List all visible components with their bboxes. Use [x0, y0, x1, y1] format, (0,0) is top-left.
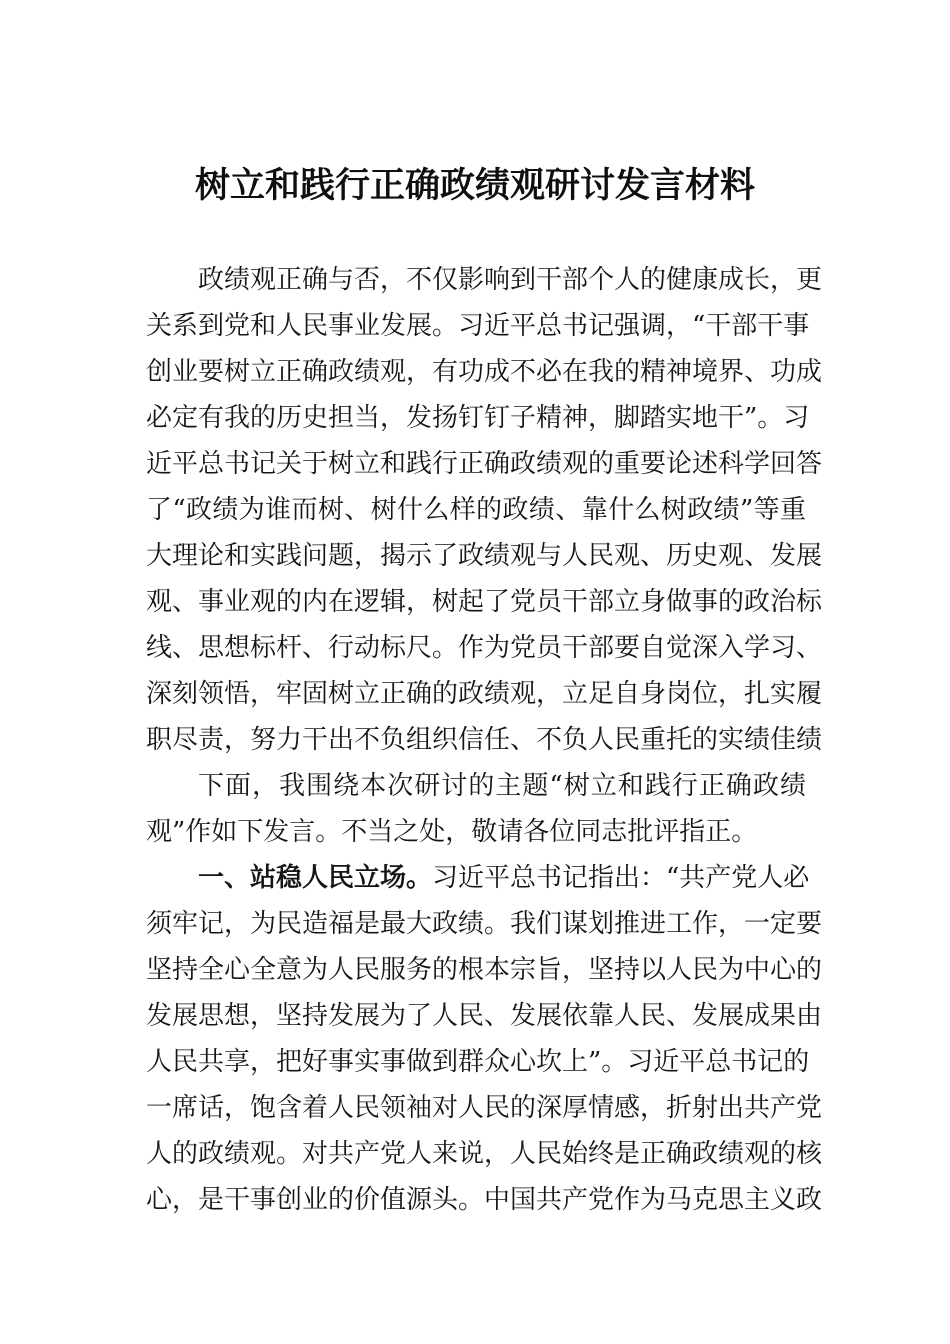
paragraph-line: 下面，我围绕本次研讨的主题“树立和践行正确政绩: [198, 771, 806, 801]
paragraph-line: 观、事业观的内在逻辑，树起了党员干部立身做事的政治标: [146, 587, 823, 617]
paragraph-line: 观”作如下发言。不当之处，敬请各位同志批评指正。: [146, 817, 758, 847]
paragraph-line: 坚持全心全意为人民服务的根本宗旨，坚持以人民为中心的: [146, 955, 823, 985]
paragraph-line: 职尽责，努力干出不负组织信任、不负人民重托的实绩佳绩: [146, 725, 823, 755]
paragraph-line: 近平总书记关于树立和践行正确政绩观的重要论述科学回答: [146, 449, 823, 479]
section-heading: 一、站稳人民立场。: [198, 863, 433, 893]
paragraph-line: 须牢记，为民造福是最大政绩。我们谋划推进工作，一定要: [146, 909, 823, 939]
section-first-line-text: 习近平总书记指出：“共产党人必: [432, 863, 810, 893]
paragraph-line: 心，是干事创业的价值源头。中国共产党作为马克思主义政: [146, 1185, 823, 1215]
paragraph-line: 人的政绩观。对共产党人来说，人民始终是正确政绩观的核: [146, 1139, 823, 1169]
paragraph-line: 政绩观正确与否，不仅影响到干部个人的健康成长，更: [198, 265, 823, 295]
paragraph-line: 一席话，饱含着人民领袖对人民的深厚情感，折射出共产党: [146, 1093, 823, 1123]
paragraph-line: 关系到党和人民事业发展。习近平总书记强调，“干部干事: [146, 311, 810, 341]
paragraph-line: 线、思想标杆、行动标尺。作为党员干部要自觉深入学习、: [146, 633, 823, 663]
paragraph-line: 发展思想，坚持发展为了人民、发展依靠人民、发展成果由: [146, 1001, 823, 1031]
paragraph-line: 深刻领悟，牢固树立正确的政绩观，立足自身岗位，扎实履: [146, 679, 823, 709]
section-first-line: [198, 855, 810, 901]
paragraph-line: 人民共享，把好事实事做到群众心坎上”。习近平总书记的: [146, 1047, 810, 1077]
paragraph-line: 必定有我的历史担当，发扬钉钉子精神，脚踏实地干”。习: [146, 403, 810, 433]
paragraph-line: 创业要树立正确政绩观，有功成不必在我的精神境界、功成: [146, 357, 823, 387]
paragraph-line: 了“政绩为谁而树、树什么样的政绩、靠什么树政绩”等重: [146, 495, 806, 525]
document-title: 树立和践行正确政绩观研讨发言材料: [194, 165, 755, 206]
paragraph-line: 大理论和实践问题，揭示了政绩观与人民观、历史观、发展: [146, 541, 823, 571]
